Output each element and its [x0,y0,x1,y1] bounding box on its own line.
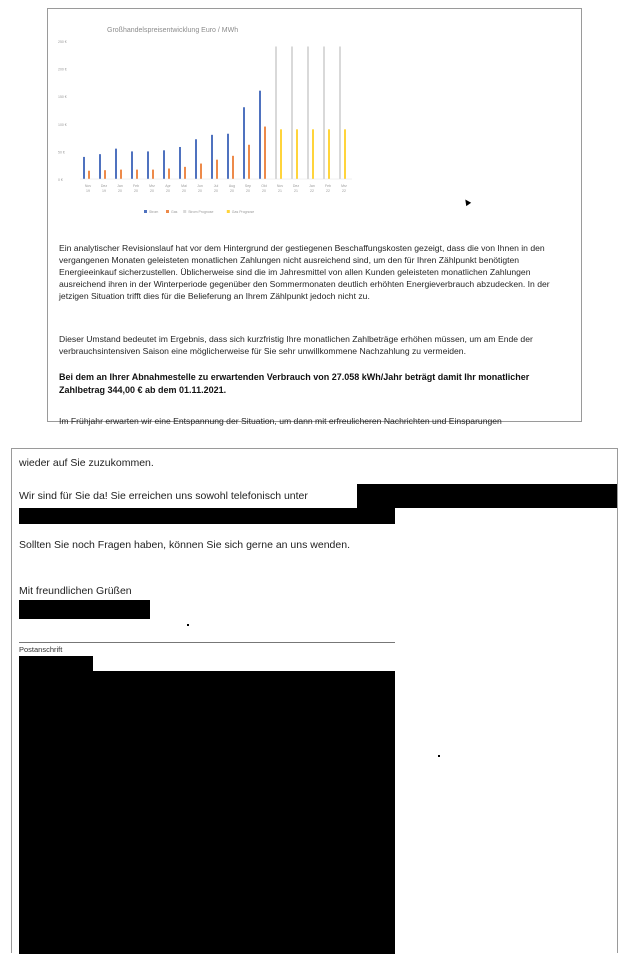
bar-gas-prognose [344,129,346,179]
x-tick-label: Sep [244,184,252,188]
bar-strom [195,139,197,179]
bar-strom-prognose [339,47,341,179]
closing-line: Mit freundlichen Grüßen [19,585,132,597]
bar-gas [152,170,154,179]
x-tick-label-year: 20 [166,189,170,193]
x-tick-label-year: 20 [198,189,202,193]
y-tick-label: 100 € [58,122,67,127]
bar-gas-prognose [312,129,314,179]
bar-strom-prognose [323,47,325,179]
bar-strom [115,149,117,179]
x-tick-label: Feb [132,184,140,188]
x-tick-label-year: 20 [118,189,122,193]
x-tick-label: Aug [228,184,236,188]
paragraph-consequence: Dieser Umstand bedeutet im Ergebnis, dass sich kurzfristig Ihre monatlichen Zahlbeträge erhöhen müssen, um am Ende der verbrauchsintensiven Saison eine möglicherweise für Sie sehr unwillkommene Nachzahlung zu vermeiden. [59,333,533,356]
y-tick-label: 150 € [58,95,67,100]
x-tick-label: Feb [324,184,332,188]
bar-strom [227,134,229,179]
y-tick-label: 200 € [58,67,67,72]
bar-strom [259,91,261,179]
x-tick-label: Mrz [149,184,155,188]
x-tick-label: Jun [197,184,203,188]
legend-label: Strom [149,210,159,214]
y-tick-label: 250 € [58,40,67,44]
price-chart [52,13,452,225]
x-tick-label: Mrz [341,184,347,188]
bar-strom [131,151,133,179]
bar-gas [184,167,186,179]
x-tick-label-year: 20 [246,189,250,193]
chart-title: Großhandelspreisentwicklung Euro / MWh [107,27,239,34]
x-tick-label-year: 21 [294,189,298,193]
redaction-phone [357,484,617,508]
bar-gas [248,145,250,179]
redaction-footer-block [19,671,395,954]
bar-strom [243,107,245,179]
x-tick-label: Jan [309,184,315,188]
letter-page-top [47,8,582,426]
legend-swatch [227,210,230,213]
contact-line: Wir sind für Sie da! Sie erreichen uns sowohl telefonisch unter [19,490,308,502]
x-tick-label: Apr [165,184,171,188]
x-tick-label-year: 19 [102,189,106,193]
x-tick-label-year: 20 [150,189,154,193]
x-tick-label: Dez [100,184,108,188]
legend-label: Gas [171,210,178,214]
x-tick-label: Mai [181,184,187,188]
legend-label: Strom Prognose [188,210,214,214]
bar-gas [104,170,106,179]
legend-swatch [166,210,169,213]
x-tick-label: Jul [213,184,219,188]
x-tick-label: Okt [261,184,267,188]
footer-rule [19,642,395,643]
bar-strom-prognose [307,47,309,179]
scan-speck [187,624,189,626]
bar-gas [200,164,202,179]
x-tick-label: Jan [117,184,123,188]
legend-label: Gas Prognose [231,210,255,214]
redaction-address-header [19,656,93,672]
bar-strom [147,151,149,179]
bar-gas [232,156,234,179]
paragraph-revision: Ein analytischer Revisionslauf hat vor dem Hintergrund der gestiegenen Beschaffungskosten gezeigt, dass die von Ihnen in den vergangenen Monaten geleisteten monatlichen Zahlungen nicht ausreichend sind, um den für Ihren Zählpunkt benötigten Energieeinkauf sicherzustellen. Üblicherweise sind die im Jahresmittel von allen Kunden geleisteten monatlichen Zahlungen ausreichend ihren in der Winterperiode gegenüber den Sommermonaten deutlich erhöhten Energieverbrauch abzudecken. In der jetzigen Situation trifft dies für die Belieferung an Ihrem Zählpunkt jedoch nicht zu. [59,242,550,302]
x-tick-label-year: 20 [182,189,186,193]
x-tick-label-year: 22 [310,189,314,193]
bar-gas [88,171,90,179]
legend-swatch [144,210,147,213]
bar-gas [264,127,266,179]
bar-strom [163,150,165,179]
x-tick-label-year: 20 [134,189,138,193]
x-tick-label-year: 19 [86,189,90,193]
scan-speck [438,755,440,757]
redaction-signature [19,600,150,619]
address-label: Postanschrift [19,645,63,654]
x-tick-label-year: 22 [326,189,330,193]
x-tick-label: Dez [292,184,300,188]
bar-gas-prognose [328,129,330,179]
x-tick-label: Nov [276,184,284,188]
bar-strom [83,157,85,179]
bar-strom [211,135,213,179]
bar-gas [216,160,218,179]
y-tick-label: 0 € [58,178,63,182]
paragraph-outlook: Im Frühjahr erwarten wir eine Entspannung der Situation, um dann mit erfreulicheren Nachrichten und Einsparungen [59,415,502,426]
bar-strom [99,154,101,179]
x-tick-label-year: 20 [230,189,234,193]
legend-swatch [183,210,186,213]
bar-strom-prognose [291,47,293,179]
bar-gas [120,170,122,179]
x-tick-label-year: 20 [214,189,218,193]
bar-gas-prognose [280,129,282,179]
bar-gas-prognose [296,129,298,179]
y-tick-label: 50 € [58,150,65,155]
x-tick-label-year: 20 [262,189,266,193]
paragraph-payment-amount: Bei dem an Ihrer Abnahmestelle zu erwartenden Verbrauch von 27.058 kWh/Jahr beträgt damit Ihr monatlicher Zahlbetrag 344,00 € ab dem 01.11.2021. [59,372,530,395]
bar-gas [136,170,138,179]
x-tick-label-year: 21 [278,189,282,193]
continuation-line: wieder auf Sie zuzukommen. [19,457,154,469]
bar-strom [179,147,181,179]
x-tick-label: Nov [84,184,92,188]
chart-svg [52,13,452,225]
redaction-contact-details [19,508,395,524]
bar-strom-prognose [275,47,277,179]
bar-gas [168,169,170,179]
questions-line: Sollten Sie noch Fragen haben, können Sie sich gerne an uns wenden. [19,539,350,551]
letter-page-bottom [11,448,618,953]
x-tick-label-year: 22 [342,189,346,193]
